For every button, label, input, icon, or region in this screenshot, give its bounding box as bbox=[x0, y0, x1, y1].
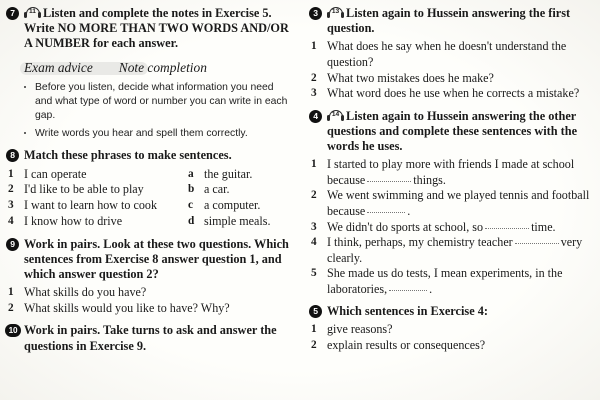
list-item bbox=[309, 71, 592, 86]
item-text: I'd like to be able to play bbox=[24, 182, 144, 197]
exercise-4-items bbox=[309, 157, 592, 297]
item-letter: a bbox=[188, 167, 194, 180]
item-text: I know how to drive bbox=[24, 213, 123, 228]
exercise-4 bbox=[309, 109, 592, 297]
list-item bbox=[309, 266, 592, 297]
matching-right-list bbox=[186, 167, 291, 230]
item-text: give reasons? bbox=[327, 322, 393, 337]
list-item bbox=[309, 322, 592, 337]
list-item bbox=[186, 198, 291, 214]
item-text-after-gap: . bbox=[429, 281, 433, 296]
exam-advice-bullet-text: Write words you hear and spell them correctly. bbox=[35, 127, 248, 139]
list-item bbox=[309, 338, 592, 353]
item-number: 4 bbox=[8, 214, 14, 227]
list-item bbox=[309, 235, 592, 266]
item-number: 2 bbox=[8, 183, 14, 196]
exercise-9 bbox=[6, 237, 291, 317]
exercise-10 bbox=[6, 323, 291, 353]
audio-track-number: 11 bbox=[29, 8, 36, 15]
exam-advice-box bbox=[20, 59, 291, 141]
exercise-9-items bbox=[6, 285, 291, 316]
item-text: a car. bbox=[204, 182, 230, 197]
list-item bbox=[186, 214, 291, 230]
exercise-9-heading bbox=[6, 237, 291, 283]
item-text-before-gap: We didn't do sports at school, so bbox=[327, 219, 484, 234]
exercise-5-heading bbox=[309, 304, 592, 319]
list-item bbox=[6, 182, 186, 198]
item-text: What word does he use when he corrects a mistake? bbox=[327, 86, 580, 101]
item-number: 2 bbox=[311, 339, 317, 352]
exercise-8-heading-text: Match these phrases to make sentences. bbox=[24, 148, 232, 163]
item-text: simple meals. bbox=[204, 213, 271, 228]
item-number: 3 bbox=[311, 220, 317, 233]
exam-advice-subtitle: Note completion bbox=[118, 59, 207, 75]
matching-exercise bbox=[6, 167, 291, 230]
item-text-before-gap: I think, perhaps, my chemistry teacher bbox=[327, 235, 513, 250]
exercise-3-items bbox=[309, 39, 592, 101]
list-item bbox=[6, 301, 291, 316]
item-number: 2 bbox=[8, 302, 14, 315]
exercise-10-heading bbox=[6, 323, 291, 353]
item-text-before-gap: We went swimming and we played tennis and football because bbox=[327, 188, 590, 218]
answer-gap[interactable] bbox=[367, 181, 411, 182]
item-text-before-gap: I started to play more with friends I made at school because bbox=[327, 157, 575, 187]
answer-gap[interactable] bbox=[515, 243, 559, 244]
item-number: 2 bbox=[311, 71, 317, 84]
list-item bbox=[6, 214, 186, 230]
item-number: 1 bbox=[311, 323, 317, 336]
answer-gap[interactable] bbox=[367, 212, 405, 213]
exercise-3 bbox=[309, 6, 592, 102]
exercise-3-heading-text: Listen again to Hussein answering the first question. bbox=[327, 6, 571, 36]
item-text-after-gap: . bbox=[407, 203, 411, 218]
item-number: 1 bbox=[8, 286, 14, 299]
item-number: 1 bbox=[311, 158, 317, 171]
exercise-10-heading-text: Work in pairs. Take turns to ask and answer the questions in Exercise 9. bbox=[24, 323, 277, 353]
exam-advice-title: Exam advice bbox=[24, 59, 93, 75]
exercise-3-heading bbox=[309, 6, 592, 36]
exercise-5 bbox=[309, 304, 592, 353]
item-text: I can operate bbox=[24, 166, 87, 181]
item-text: explain results or consequences? bbox=[327, 338, 486, 353]
item-text-after-gap: things. bbox=[413, 172, 446, 187]
exercise-number-badge: 8 bbox=[6, 149, 19, 162]
bullet-dot-icon bbox=[24, 86, 26, 88]
item-text-before-gap: She made us do tests, I mean experiments, in the laboratories, bbox=[327, 266, 563, 296]
exercise-5-heading-text: Which sentences in Exercise 4: bbox=[327, 304, 488, 319]
item-text: I want to learn how to cook bbox=[24, 198, 157, 213]
exercise-number-badge: 3 bbox=[309, 7, 322, 20]
item-letter: b bbox=[188, 183, 195, 196]
list-item bbox=[20, 127, 291, 141]
exercise-8-heading bbox=[6, 148, 291, 163]
item-number: 1 bbox=[311, 40, 317, 53]
exercise-5-items bbox=[309, 322, 592, 353]
matching-left-list bbox=[6, 167, 186, 230]
list-item bbox=[6, 167, 186, 183]
list-item bbox=[309, 188, 592, 219]
item-text: What skills do you have? bbox=[24, 285, 147, 300]
exercise-number-badge: 7 bbox=[6, 7, 19, 20]
exercise-number-badge: 4 bbox=[309, 110, 322, 123]
exam-advice-titles bbox=[20, 59, 291, 78]
exercise-8 bbox=[6, 148, 291, 229]
audio-track-icon bbox=[327, 7, 344, 19]
exercise-number-badge: 10 bbox=[5, 324, 21, 337]
item-text: What skills would you like to have? Why? bbox=[24, 301, 230, 316]
list-item bbox=[309, 220, 592, 235]
item-text-after-gap: very clearly. bbox=[327, 235, 583, 265]
exam-advice-bullet-list bbox=[20, 81, 291, 141]
right-column bbox=[305, 6, 592, 400]
exercise-number-badge: 5 bbox=[309, 305, 322, 318]
exercise-9-heading-text: Work in pairs. Look at these two questions. Which sentences from Exercise 8 answer question 1, and which answer question 2? bbox=[24, 236, 289, 282]
list-item bbox=[309, 86, 592, 101]
audio-track-number: 13 bbox=[331, 8, 340, 15]
item-number: 5 bbox=[311, 267, 317, 280]
list-item bbox=[186, 182, 291, 198]
answer-gap[interactable] bbox=[485, 228, 529, 229]
exercise-7-heading bbox=[6, 6, 291, 52]
list-item bbox=[186, 167, 291, 183]
item-number: 4 bbox=[311, 236, 317, 249]
item-letter: d bbox=[188, 214, 195, 227]
audio-track-icon bbox=[24, 7, 41, 19]
list-item bbox=[6, 285, 291, 300]
item-text: the guitar. bbox=[204, 166, 253, 181]
exercise-7 bbox=[6, 6, 291, 140]
item-letter: c bbox=[188, 199, 194, 212]
exercise-4-heading bbox=[309, 109, 592, 155]
exam-advice-bullet-text: Before you listen, decide what information you need and what type of word or number you can write in each gap. bbox=[35, 81, 288, 121]
audio-track-number: 14 bbox=[331, 110, 340, 118]
audio-track-icon bbox=[327, 110, 344, 122]
item-text: a computer. bbox=[204, 198, 261, 213]
item-number: 2 bbox=[311, 189, 317, 202]
exercise-7-heading-text: Listen and complete the notes in Exercise 5. Write NO MORE THAN TWO WORDS AND/OR A NUMBER for each answer. bbox=[24, 6, 289, 51]
answer-gap[interactable] bbox=[389, 290, 427, 291]
list-item bbox=[6, 198, 186, 214]
item-text-after-gap: time. bbox=[531, 219, 556, 234]
exercise-4-heading-text: Listen again to Hussein answering the other questions and complete these sentences with the words he uses. bbox=[327, 108, 578, 154]
item-number: 3 bbox=[311, 87, 317, 100]
item-number: 3 bbox=[8, 199, 14, 212]
item-number: 1 bbox=[8, 167, 14, 180]
list-item bbox=[20, 81, 291, 123]
bullet-dot-icon bbox=[24, 132, 26, 134]
exercise-number-badge: 9 bbox=[6, 238, 19, 251]
item-text: What does he say when he doesn't understand the question? bbox=[327, 39, 567, 69]
left-column bbox=[6, 6, 295, 400]
list-item bbox=[309, 39, 592, 70]
item-text: What two mistakes does he make? bbox=[327, 70, 494, 85]
list-item bbox=[309, 157, 592, 188]
